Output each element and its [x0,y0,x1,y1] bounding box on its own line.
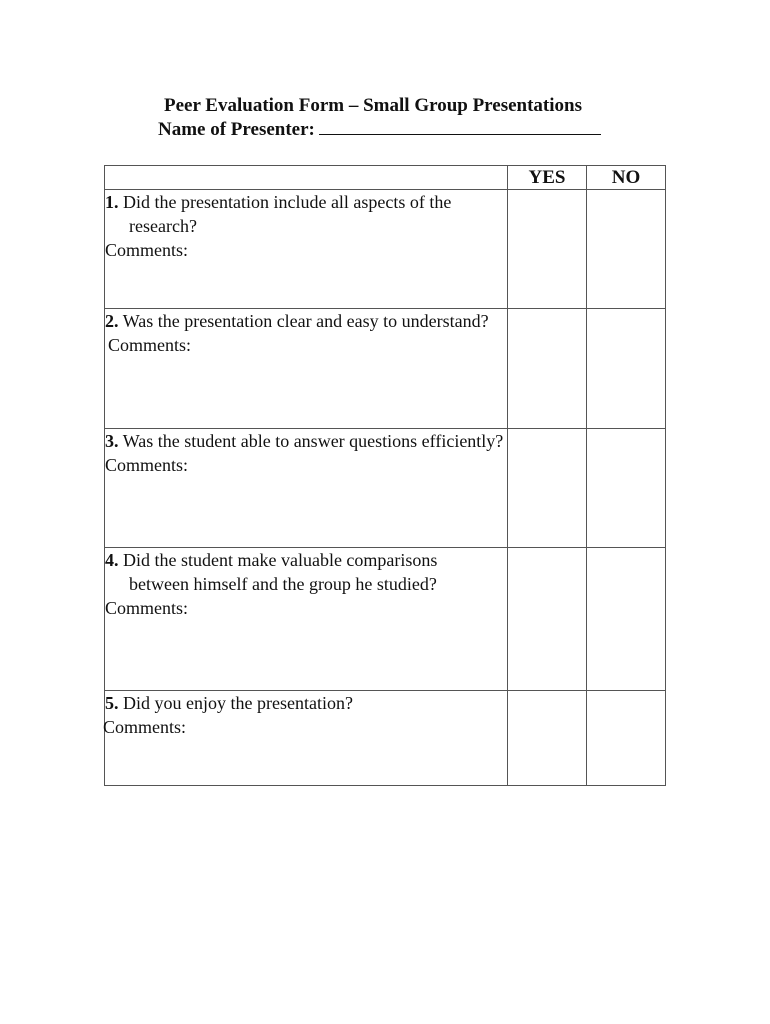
question-number-4: 4. [105,549,119,570]
question-text-4: Did the student make valuable comparisons between himself and the group he studied? [123,549,438,594]
question-cell-5 [105,691,508,786]
no-checkbox-cell-2[interactable] [587,309,666,428]
comments-label-5: Comments: [103,717,187,738]
comments-label-1: Comments: [105,240,189,261]
yes-checkbox-cell-5[interactable] [508,691,587,786]
question-number-5: 5. [105,693,119,714]
question-cell-2 [105,309,508,428]
yes-header: YES [508,166,587,190]
yes-checkbox-cell-3[interactable] [508,428,587,547]
question-header-cell [105,166,508,190]
question-row-5 [105,691,666,786]
presenter-label: Name of Presenter: [158,119,315,140]
question-cell-1 [105,190,508,309]
no-checkbox-cell-4[interactable] [587,547,666,690]
question-cell-4 [105,547,508,690]
presenter-name-line [158,118,601,142]
question-row-1 [105,190,666,309]
question-row-2 [105,309,666,428]
question-row-4 [105,547,666,690]
comments-label-3: Comments: [105,454,189,475]
question-text-2: Was the presentation clear and easy to understand? [122,311,489,332]
question-cell-3 [105,428,508,547]
no-checkbox-cell-1[interactable] [587,190,666,309]
question-number-3: 3. [105,430,119,451]
no-header: NO [587,166,666,190]
question-number-1: 1. [105,192,119,213]
yes-checkbox-cell-4[interactable] [508,547,587,690]
question-text-1: Did the presentation include all aspects of the research? [123,192,452,237]
question-text-5: Did you enjoy the presentation? [123,693,353,714]
question-number-2: 2. [105,311,119,332]
question-text-3: Was the student able to answer questions efficiently? [122,430,504,451]
evaluation-table [104,165,666,786]
no-checkbox-cell-3[interactable] [587,428,666,547]
no-checkbox-cell-5[interactable] [587,691,666,786]
yes-checkbox-cell-1[interactable] [508,190,587,309]
table-header-row [105,166,666,190]
comments-label-4: Comments: [105,597,189,618]
yes-checkbox-cell-2[interactable] [508,309,587,428]
comments-label-2: Comments: [108,335,192,356]
question-row-3 [105,428,666,547]
presenter-name-field[interactable] [319,118,601,135]
form-title: Peer Evaluation Form – Small Group Presentations [164,95,582,116]
